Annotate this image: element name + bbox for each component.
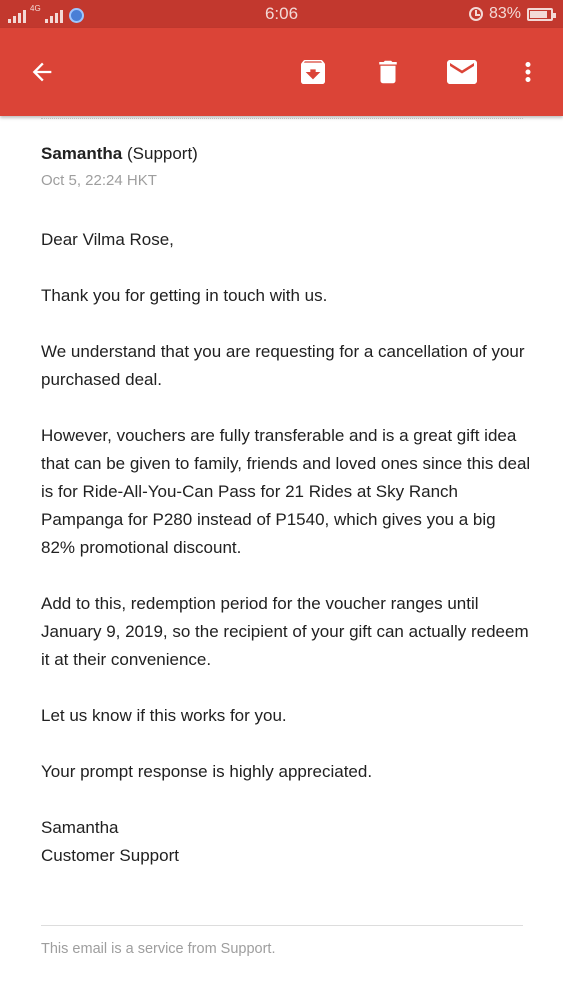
email-footer: This email is a service from Support. xyxy=(41,941,276,957)
archive-button[interactable] xyxy=(291,50,335,94)
email-view xyxy=(41,118,531,957)
mark-unread-button[interactable] xyxy=(440,50,484,94)
more-options-button[interactable] xyxy=(506,50,550,94)
back-arrow-icon xyxy=(28,58,56,86)
sender[interactable] xyxy=(41,144,198,164)
trash-icon xyxy=(373,57,403,87)
email-date: Oct 5, 22:24 HKT xyxy=(41,172,157,189)
sender-name: Samantha xyxy=(41,144,123,163)
alarm-icon xyxy=(469,7,483,21)
signal-icon-2 xyxy=(45,10,63,23)
paragraph: Dear Vilma Rose, xyxy=(41,230,174,249)
clock: 6:06 xyxy=(264,4,299,23)
signature-name: Samantha xyxy=(41,818,119,837)
battery-percent: 83% xyxy=(488,5,521,22)
paragraph: Add to this, redemption period for the voucher ranges until January 9, 2019, so the recipient of your gift can actually redeem it at their convenience. xyxy=(41,594,529,669)
app-toolbar xyxy=(0,28,563,116)
mail-icon xyxy=(444,54,480,90)
email-body xyxy=(41,226,531,870)
archive-icon xyxy=(297,56,329,88)
more-vert-icon xyxy=(513,57,543,87)
divider xyxy=(41,118,523,120)
paragraph: Your prompt response is highly appreciated. xyxy=(41,762,373,781)
network-type: 4G xyxy=(30,4,41,13)
sender-suffix: (Support) xyxy=(126,144,198,163)
footer-divider xyxy=(41,925,523,926)
status-bar xyxy=(0,0,563,28)
paragraph: We understand that you are requesting for a cancellation of your purchased deal. xyxy=(41,342,525,389)
paragraph: However, vouchers are fully transferable and is a great gift idea that can be given to family, friends and loved ones since this deal is for Ride-All-You-Can Pass for 21 Rides at Sky Ranch Pampanga for P280 instead of P1540, which gives you a big 82% promotional discount. xyxy=(41,426,531,557)
status-left xyxy=(8,5,84,23)
paragraph: Thank you for getting in touch with us. xyxy=(41,286,328,305)
battery-icon xyxy=(527,8,553,21)
status-right xyxy=(469,5,553,23)
delete-button[interactable] xyxy=(366,50,410,94)
paragraph: Let us know if this works for you. xyxy=(41,706,287,725)
back-button[interactable] xyxy=(20,50,64,94)
globe-icon xyxy=(69,8,84,23)
signal-icon xyxy=(8,10,26,23)
signature-title: Customer Support xyxy=(41,846,179,865)
